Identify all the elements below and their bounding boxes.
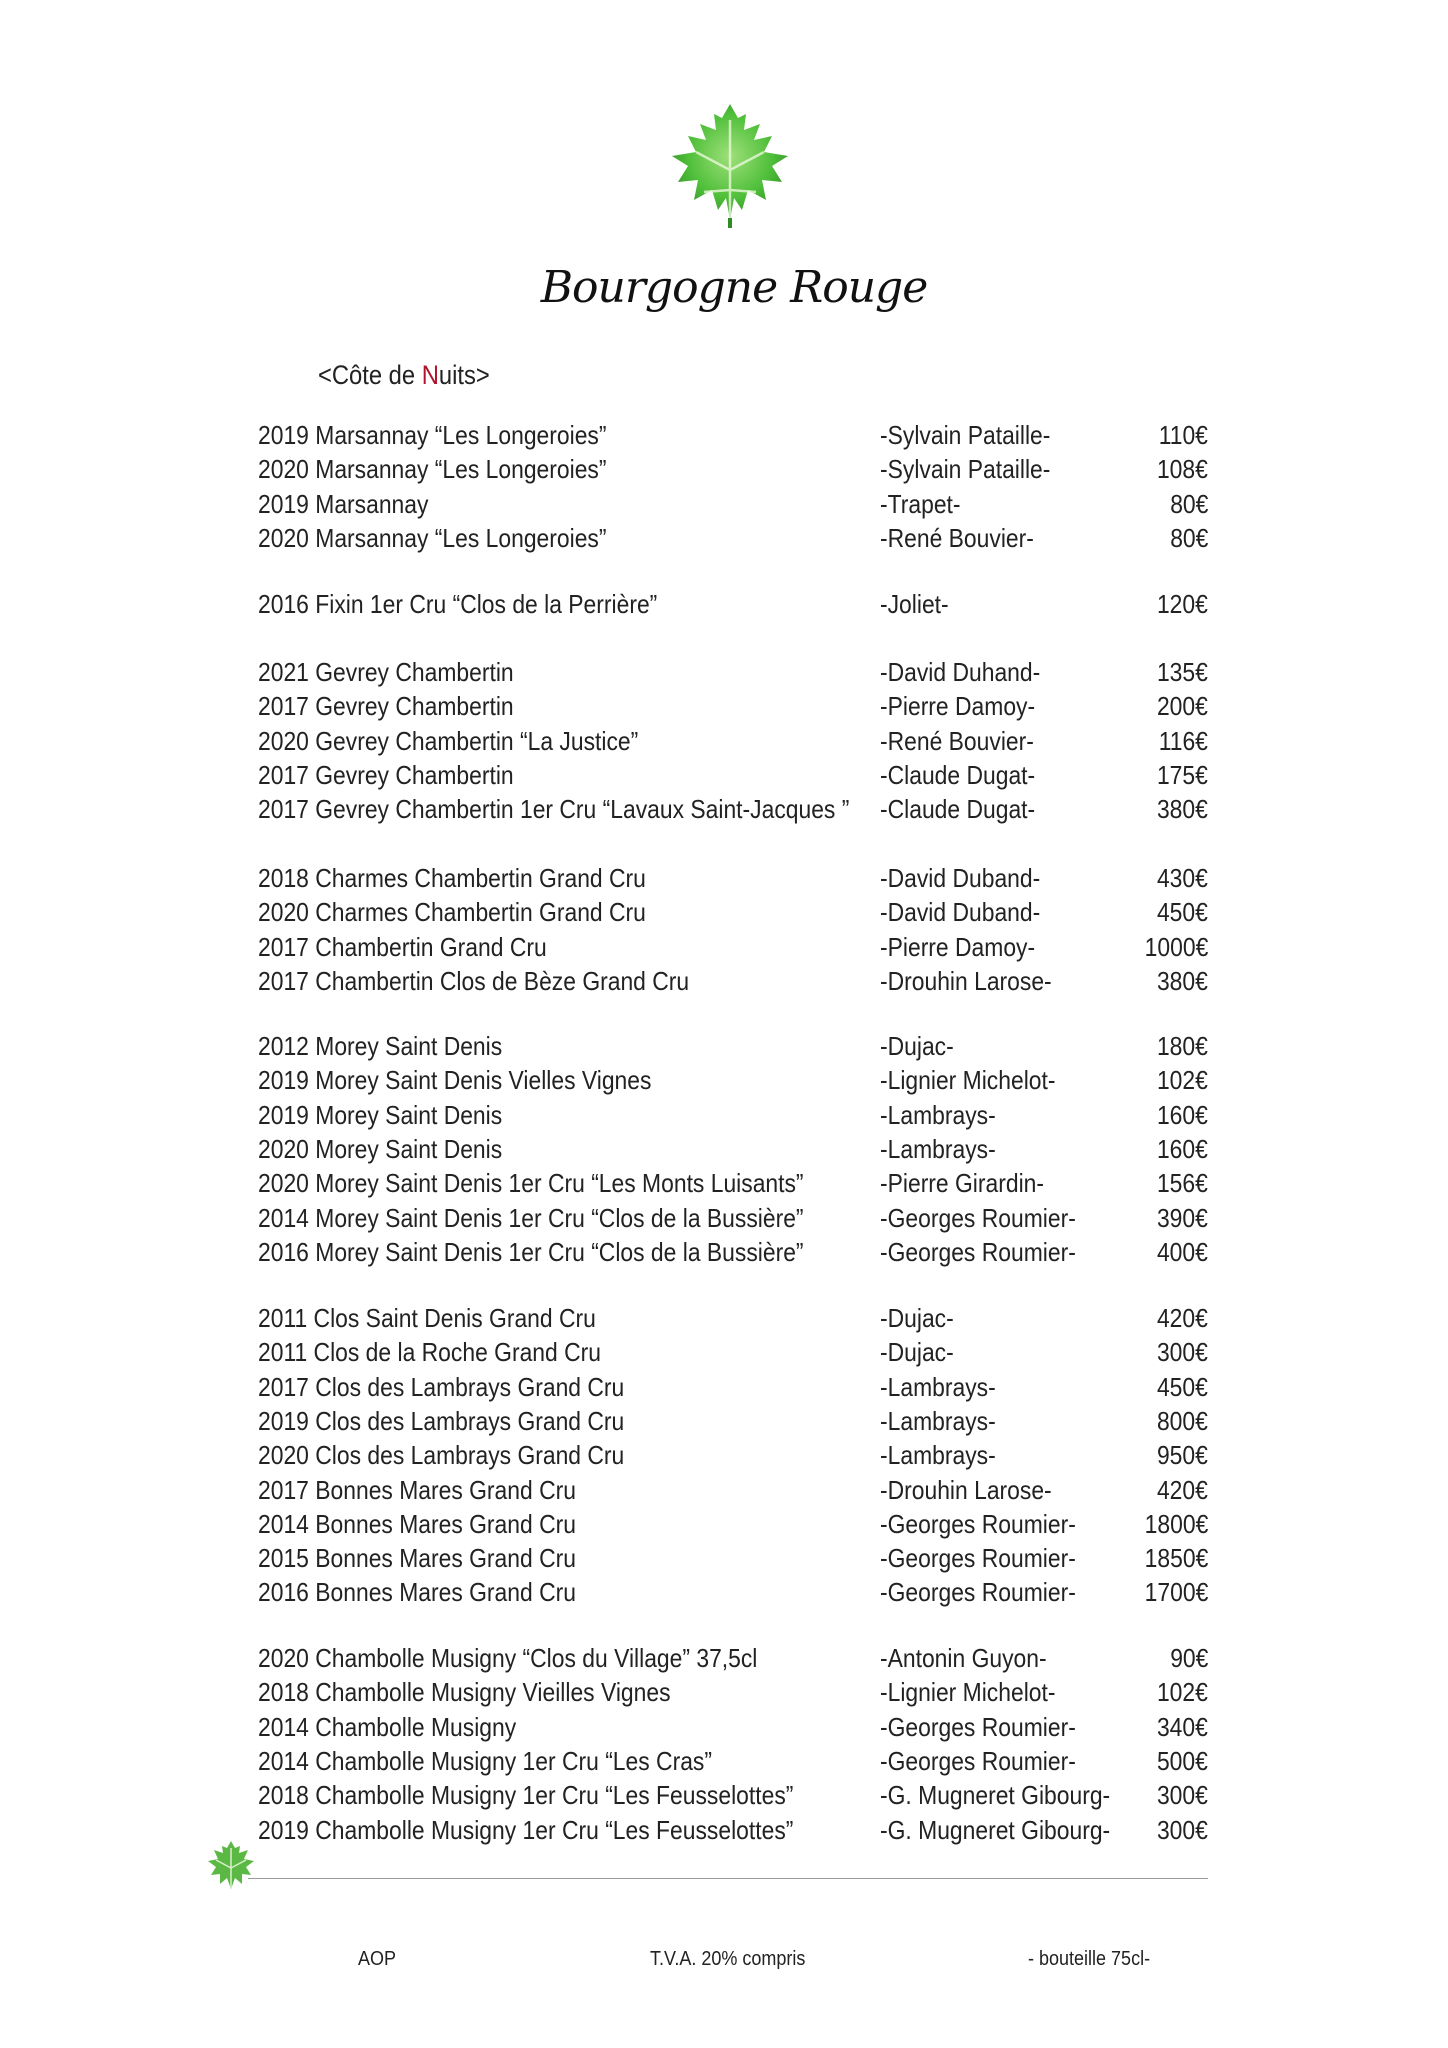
wine-producer: -Lignier Michelot- [880, 1677, 1056, 1708]
wine-row [258, 1778, 1208, 1812]
wine-row [258, 1335, 1208, 1369]
wine-name: 2017 Gevrey Chambertin [258, 759, 514, 790]
wine-price: 380€ [1157, 794, 1208, 825]
wine-row [258, 689, 1208, 723]
wine-row [258, 655, 1208, 689]
wine-row [258, 1813, 1208, 1847]
wine-name: 2020 Gevrey Chambertin “La Justice” [258, 725, 639, 756]
wine-producer: -G. Mugneret Gibourg- [880, 1814, 1111, 1845]
wine-row [258, 895, 1208, 929]
wine-price: 90€ [1169, 1643, 1208, 1673]
wine-price: 1000€ [1144, 931, 1208, 962]
wine-producer: -Claude Dugat- [880, 759, 1036, 790]
divider [248, 1878, 1208, 1879]
wine-name: 2018 Chambolle Musigny 1er Cru “Les Feusselottes” [258, 1780, 794, 1811]
wine-name: 2020 Marsannay “Les Longeroies” [258, 454, 607, 485]
wine-producer: -Dujac- [880, 1031, 954, 1061]
wine-price: 110€ [1158, 420, 1208, 450]
wine-price: 108€ [1157, 454, 1208, 485]
wine-row [258, 792, 1208, 826]
wine-name: 2019 Clos des Lambrays Grand Cru [258, 1405, 625, 1436]
wine-name: 2014 Bonnes Mares Grand Cru [258, 1508, 576, 1539]
wine-price: 1800€ [1144, 1508, 1208, 1539]
wine-producer: -René Bouvier- [880, 522, 1034, 553]
wine-row [258, 452, 1208, 486]
wine-row [258, 1641, 1208, 1675]
wine-price: 180€ [1157, 1031, 1208, 1061]
footer-bottle-size: - bouteille 75cl- [1028, 1948, 1151, 1970]
wine-producer: -David Duband- [880, 897, 1041, 928]
wine-price: 102€ [1157, 1065, 1208, 1096]
wine-price: 340€ [1157, 1711, 1208, 1742]
wine-name: 2012 Morey Saint Denis [258, 1031, 503, 1061]
wine-price: 430€ [1157, 863, 1208, 893]
wine-price: 160€ [1157, 1133, 1208, 1164]
wine-row [258, 1201, 1208, 1235]
wine-producer: -Georges Roumier- [880, 1543, 1076, 1574]
wine-producer: -G. Mugneret Gibourg- [880, 1780, 1111, 1811]
wine-row [258, 724, 1208, 758]
wine-row [258, 1029, 1208, 1063]
wine-name: 2020 Charmes Chambertin Grand Cru [258, 897, 646, 928]
wine-name: 2014 Morey Saint Denis 1er Cru “Clos de la Bussière” [258, 1202, 804, 1233]
wine-row [258, 1438, 1208, 1472]
wine-name: 2011 Clos de la Roche Grand Cru [258, 1337, 601, 1368]
wine-row [258, 1301, 1208, 1335]
wine-producer: -David Duband- [880, 863, 1041, 893]
wine-producer: -Pierre Damoy- [880, 691, 1036, 722]
wine-row [258, 1063, 1208, 1097]
wine-row [258, 487, 1208, 521]
wine-producer: -Dujac- [880, 1303, 954, 1333]
wine-producer: -Pierre Girardin- [880, 1168, 1045, 1199]
wine-producer: -Dujac- [880, 1337, 954, 1368]
wine-name: 2020 Clos des Lambrays Grand Cru [258, 1440, 625, 1471]
wine-price: 950€ [1157, 1440, 1208, 1471]
wine-price: 135€ [1157, 657, 1208, 687]
wine-row [258, 1575, 1208, 1609]
wine-row [258, 1166, 1208, 1200]
wine-producer: -Drouhin Larose- [880, 965, 1052, 996]
wine-price: 380€ [1157, 965, 1208, 996]
wine-name: 2019 Chambolle Musigny 1er Cru “Les Feusselottes” [258, 1814, 794, 1845]
wine-producer: -Georges Roumier- [880, 1236, 1076, 1267]
wine-row [258, 521, 1208, 555]
wine-name: 2018 Chambolle Musigny Vieilles Vignes [258, 1677, 671, 1708]
wine-producer: -Claude Dugat- [880, 794, 1036, 825]
wine-price: 1850€ [1144, 1543, 1208, 1574]
wine-name: 2020 Morey Saint Denis [258, 1133, 503, 1164]
wine-name: 2020 Chambolle Musigny “Clos du Village” 37,5cl [258, 1643, 758, 1673]
wine-name: 2017 Gevrey Chambertin [258, 691, 514, 722]
wine-row [258, 930, 1208, 964]
wine-name: 2019 Morey Saint Denis Vielles Vignes [258, 1065, 652, 1096]
wine-producer: -Pierre Damoy- [880, 931, 1036, 962]
wine-price: 300€ [1157, 1814, 1208, 1845]
footer-aop: AOP [358, 1948, 397, 1970]
wine-price: 450€ [1157, 897, 1208, 928]
vine-leaf-icon [204, 1838, 258, 1892]
wine-name: 2017 Chambertin Clos de Bèze Grand Cru [258, 965, 690, 996]
wine-price: 400€ [1157, 1236, 1208, 1267]
wine-producer: -Lambrays- [880, 1440, 996, 1471]
wine-row [258, 1473, 1208, 1507]
wine-producer: -Drouhin Larose- [880, 1474, 1052, 1505]
wine-row [258, 1507, 1208, 1541]
wine-name: 2017 Clos des Lambrays Grand Cru [258, 1371, 625, 1402]
wine-row [258, 861, 1208, 895]
wine-row [258, 1132, 1208, 1166]
wine-name: 2017 Chambertin Grand Cru [258, 931, 547, 962]
wine-producer: -Lambrays- [880, 1371, 996, 1402]
page-title: Bourgogne Rouge [540, 262, 928, 313]
section-accent-letter: N [421, 360, 439, 390]
wine-name: 2015 Bonnes Mares Grand Cru [258, 1543, 576, 1574]
section-prefix: <Côte de [318, 360, 422, 390]
wine-price: 500€ [1157, 1745, 1208, 1776]
wine-producer: -Georges Roumier- [880, 1508, 1076, 1539]
wine-row [258, 418, 1208, 452]
wine-row [258, 758, 1208, 792]
wine-price: 160€ [1157, 1099, 1208, 1130]
wine-price: 175€ [1157, 759, 1208, 790]
wine-row [258, 1098, 1208, 1132]
wine-name: 2014 Chambolle Musigny [258, 1711, 517, 1742]
wine-producer: -Georges Roumier- [880, 1202, 1076, 1233]
wine-producer: -Antonin Guyon- [880, 1643, 1047, 1673]
wine-name: 2020 Marsannay “Les Longeroies” [258, 522, 607, 553]
wine-row [258, 1744, 1208, 1778]
wine-row [258, 1675, 1208, 1709]
wine-producer: -Lambrays- [880, 1405, 996, 1436]
wine-producer: -Sylvain Pataille- [880, 420, 1051, 450]
wine-producer: -Georges Roumier- [880, 1745, 1076, 1776]
wine-price: 300€ [1157, 1337, 1208, 1368]
wine-name: 2020 Morey Saint Denis 1er Cru “Les Monts Luisants” [258, 1168, 804, 1199]
vine-leaf-icon [668, 100, 792, 230]
wine-producer: -René Bouvier- [880, 725, 1034, 756]
wine-name: 2017 Bonnes Mares Grand Cru [258, 1474, 576, 1505]
wine-row [258, 587, 1208, 621]
wine-row [258, 1235, 1208, 1269]
wine-producer: -Georges Roumier- [880, 1577, 1076, 1608]
wine-price: 800€ [1157, 1405, 1208, 1436]
wine-name: 2017 Gevrey Chambertin 1er Cru “Lavaux Saint-Jacques ” [258, 794, 850, 825]
wine-producer: -Lambrays- [880, 1099, 996, 1130]
wine-price: 200€ [1157, 691, 1208, 722]
section-suffix: uits> [438, 360, 490, 390]
wine-price: 1700€ [1144, 1577, 1208, 1608]
wine-name: 2016 Morey Saint Denis 1er Cru “Clos de la Bussière” [258, 1236, 804, 1267]
wine-price: 390€ [1157, 1202, 1208, 1233]
wine-producer: -Lignier Michelot- [880, 1065, 1056, 1096]
wine-price: 120€ [1157, 589, 1208, 619]
wine-row [258, 1404, 1208, 1438]
wine-name: 2021 Gevrey Chambertin [258, 657, 514, 687]
wine-name: 2016 Fixin 1er Cru “Clos de la Perrière” [258, 589, 658, 619]
wine-price: 420€ [1157, 1474, 1208, 1505]
wine-row [258, 964, 1208, 998]
wine-name: 2019 Marsannay “Les Longeroies” [258, 420, 607, 450]
wine-name: 2018 Charmes Chambertin Grand Cru [258, 863, 646, 893]
wine-row [258, 1370, 1208, 1404]
wine-price: 300€ [1157, 1780, 1208, 1811]
wine-name: 2019 Morey Saint Denis [258, 1099, 503, 1130]
wine-name: 2016 Bonnes Mares Grand Cru [258, 1577, 576, 1608]
wine-price: 156€ [1157, 1168, 1208, 1199]
wine-producer: -Trapet- [880, 488, 961, 519]
wine-price: 80€ [1169, 522, 1208, 553]
footer-vat: T.V.A. 20% compris [650, 1948, 806, 1970]
wine-name: 2011 Clos Saint Denis Grand Cru [258, 1303, 596, 1333]
wine-price: 102€ [1157, 1677, 1208, 1708]
wine-name: 2019 Marsannay [258, 488, 429, 519]
wine-price: 80€ [1169, 488, 1208, 519]
wine-price: 116€ [1158, 725, 1208, 756]
wine-producer: -David Duhand- [880, 657, 1041, 687]
wine-price: 450€ [1157, 1371, 1208, 1402]
section-heading [318, 360, 490, 391]
wine-producer: -Sylvain Pataille- [880, 454, 1051, 485]
wine-name: 2014 Chambolle Musigny 1er Cru “Les Cras” [258, 1745, 712, 1776]
wine-producer: -Joliet- [880, 589, 949, 619]
wine-row [258, 1710, 1208, 1744]
wine-row [258, 1541, 1208, 1575]
wine-producer: -Georges Roumier- [880, 1711, 1076, 1742]
wine-price: 420€ [1157, 1303, 1208, 1333]
wine-producer: -Lambrays- [880, 1133, 996, 1164]
